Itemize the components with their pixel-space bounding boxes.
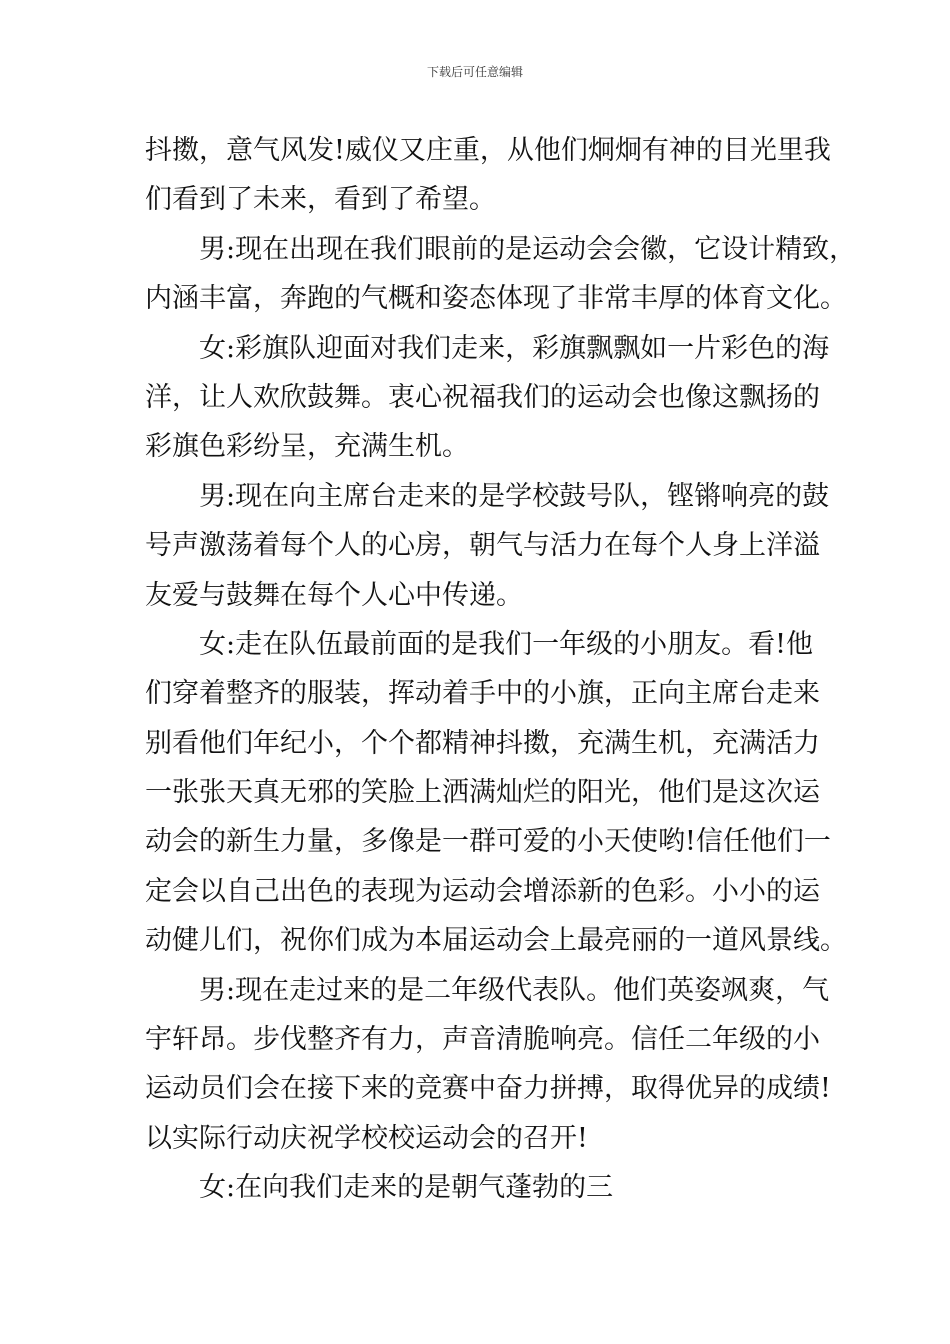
text-line: 一张张天真无邪的笑脸上洒满灿烂的阳光，他们是这次运	[145, 777, 820, 809]
text-line: 动健儿们，祝你们成为本届运动会上最亮丽的一道风景线。	[145, 925, 847, 957]
text-line: 宇轩昂。步伐整齐有力，声音清脆响亮。信任二年级的小	[145, 1024, 820, 1056]
text-line: 们看到了未来，看到了希望。	[145, 184, 496, 216]
text-line: 们穿着整齐的服装，挥动着手中的小旗，正向主席台走来	[145, 678, 820, 710]
text-line: 抖擞，意气风发!威仪又庄重，从他们炯炯有神的目光里我	[145, 135, 831, 166]
text-line: 男:现在出现在我们眼前的是运动会会徽，它设计精致，	[199, 233, 857, 265]
text-line: 动会的新生力量，多像是一群可爱的小天使哟!信任他们一	[145, 826, 831, 858]
text-line: 男:现在向主席台走来的是学校鼓号队，铿锵响亮的鼓	[199, 480, 830, 512]
text-line: 女:走在队伍最前面的是我们一年级的小朋友。看!他	[199, 628, 813, 660]
text-line: 友爱与鼓舞在每个人心中传递。	[145, 579, 523, 611]
document-body	[145, 126, 857, 1213]
text-line: 别看他们年纪小，个个都精神抖擞，充满生机，充满活力	[145, 727, 820, 759]
text-line: 女:在向我们走来的是朝气蓬勃的三	[199, 1172, 614, 1204]
text-line: 以实际行动庆祝学校校运动会的召开!	[145, 1122, 588, 1154]
text-line: 运动员们会在接下来的竞赛中奋力拼搏，取得优异的成绩!	[145, 1073, 831, 1105]
text-line: 定会以自己出色的表现为运动会增添新的色彩。小小的运	[145, 875, 820, 907]
text-line: 男:现在走过来的是二年级代表队。他们英姿飒爽，气	[199, 974, 830, 1006]
text-line: 女:彩旗队迎面对我们走来，彩旗飘飘如一片彩色的海	[199, 332, 830, 364]
page-header-note: 下载后可任意编辑	[426, 65, 523, 79]
text-line: 彩旗色彩纷呈，充满生机。	[145, 431, 469, 463]
text-line: 号声激荡着每个人的心房，朝气与活力在每个人身上洋溢	[145, 530, 820, 562]
text-line: 洋，让人欢欣鼓舞。衷心祝福我们的运动会也像这飘扬的	[145, 381, 820, 413]
text-line: 内涵丰富，奔跑的气概和姿态体现了非常丰厚的体育文化。	[145, 283, 847, 315]
